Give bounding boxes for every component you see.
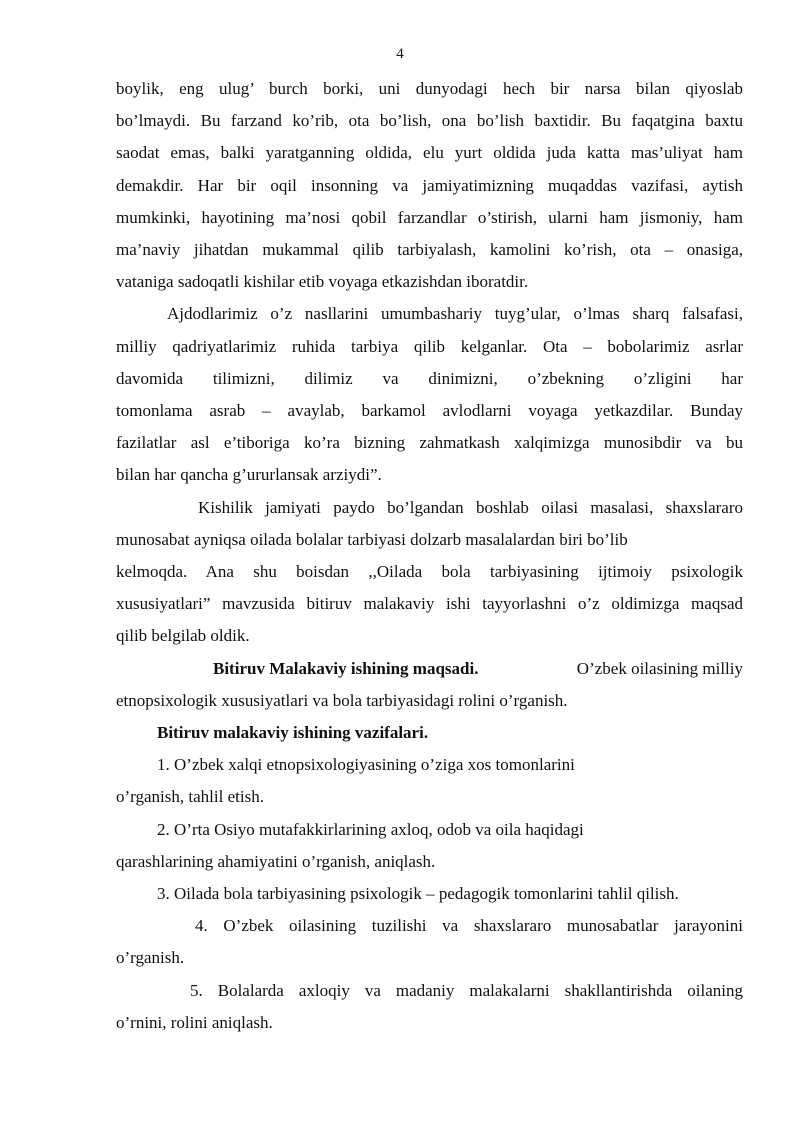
text-line: Ajdodlarimiz o’z nasllarini umumbashariy tuyg’ular, o’lmas sharq falsafasi, — [167, 304, 743, 324]
page-number: 4 — [396, 46, 404, 62]
text-line: munosabat ayniqsa oilada bolalar tarbiyasi dolzarb masalalardan biri bo’lib — [116, 529, 628, 549]
text-line: davomida tilimizni, dilimiz va dinimizni, o’zbekning o’zligini har — [116, 368, 743, 388]
text-line: bilan har qancha g’ururlansak arziydi”. — [116, 465, 382, 485]
goal-heading: Bitiruv Malakaviy ishining maqsadi. — [213, 658, 479, 678]
paragraph-3 — [116, 492, 743, 653]
tasks-heading: Bitiruv malakaviy ishining vazifalari. — [157, 723, 429, 743]
task-item-3 — [116, 878, 743, 910]
body-text — [116, 73, 743, 1039]
text-line: xususiyatlari” mavzusida bitiruv malakaviy ishi tayyorlashni o’z oldimizga maqsad — [116, 594, 743, 614]
text-line: etnopsixologik xususiyatlari va bola tarbiyasidagi rolini o’rganish. — [116, 690, 568, 710]
task-item-5 — [116, 975, 743, 1039]
text-line: 1. O’zbek xalqi etnopsixologiyasining o’ziga xos tomonlarini — [157, 755, 575, 775]
text-line: o’rganish. — [116, 948, 185, 968]
text-line: qilib belgilab oldik. — [116, 626, 250, 646]
task-item-4 — [116, 910, 743, 974]
text-line: 2. O’rta Osiyo mutafakkirlarining axloq, odob va oila haqidagi — [157, 819, 584, 839]
paragraph-1 — [116, 73, 743, 298]
goal-first-line — [116, 653, 743, 685]
text-line: demakdir. Har bir oqil insonning va jamiyatimizning muqaddas vazifasi, aytish — [116, 175, 743, 195]
task-item-1 — [116, 749, 743, 813]
text-line: qarashlarining ahamiyatini o’rganish, aniqlash. — [116, 851, 436, 871]
text-line: 4. O’zbek oilasining tuzilishi va shaxslararo munosabatlar jarayonini — [195, 916, 743, 936]
text-line: fazilatlar asl e’tiboriga ko’ra bizning zahmatkash xalqimizga munosibdir va bu — [116, 433, 743, 453]
paragraph-2 — [116, 298, 743, 491]
text-line: tomonlama asrab – avaylab, barkamol avlodlarni voyaga yetkazdilar. Bunday — [116, 401, 743, 421]
text-line: 5. Bolalarda axloqiy va madaniy malakalarni shakllantirishda oilaning — [190, 980, 743, 1000]
goal-text: O’zbek oilasining milliy — [576, 658, 743, 678]
text-line: milliy qadriyatlarimiz ruhida tarbiya qilib kelganlar. Ota – bobolarimiz asrlar — [116, 336, 743, 356]
text-line: 3. Oilada bola tarbiyasining psixologik – pedagogik tomonlarini tahlil qilish. — [157, 884, 679, 904]
task-item-2 — [116, 814, 743, 878]
text-line: vataniga sadoqatli kishilar etib voyaga etkazishdan iboratdir. — [116, 272, 529, 292]
text-line: Kishilik jamiyati paydo bo’lgandan boshlab oilasi masalasi, shaxslararo — [198, 497, 743, 517]
paragraph-goal — [116, 653, 743, 717]
text-line: mumkinki, hayotining ma’nosi qobil farzandlar o’stirish, ularni ham jismoniy, ham — [116, 207, 743, 227]
text-line: saodat emas, balki yaratganning oldida, elu yurt oldida juda katta mas’uliyat ham — [116, 143, 743, 163]
text-line: o’rganish, tahlil etish. — [116, 787, 264, 807]
text-line: ma’naviy jihatdan mukammal qilib tarbiyalash, kamolini ko’rish, ota – onasiga, — [116, 240, 743, 260]
tasks-heading-block — [116, 717, 743, 749]
text-line: bo’lmaydi. Bu farzand ko’rib, ota bo’lish, ona bo’lish baxtidir. Bu faqatgina baxtu — [116, 111, 743, 131]
text-line: kelmoqda. Ana shu boisdan ,,Oilada bola tarbiyasining ijtimoiy psixologik — [116, 562, 743, 582]
text-line: o’rnini, rolini aniqlash. — [116, 1012, 273, 1032]
text-line: boylik, eng ulug’ burch borki, uni dunyodagi hech bir narsa bilan qiyoslab — [116, 79, 743, 98]
